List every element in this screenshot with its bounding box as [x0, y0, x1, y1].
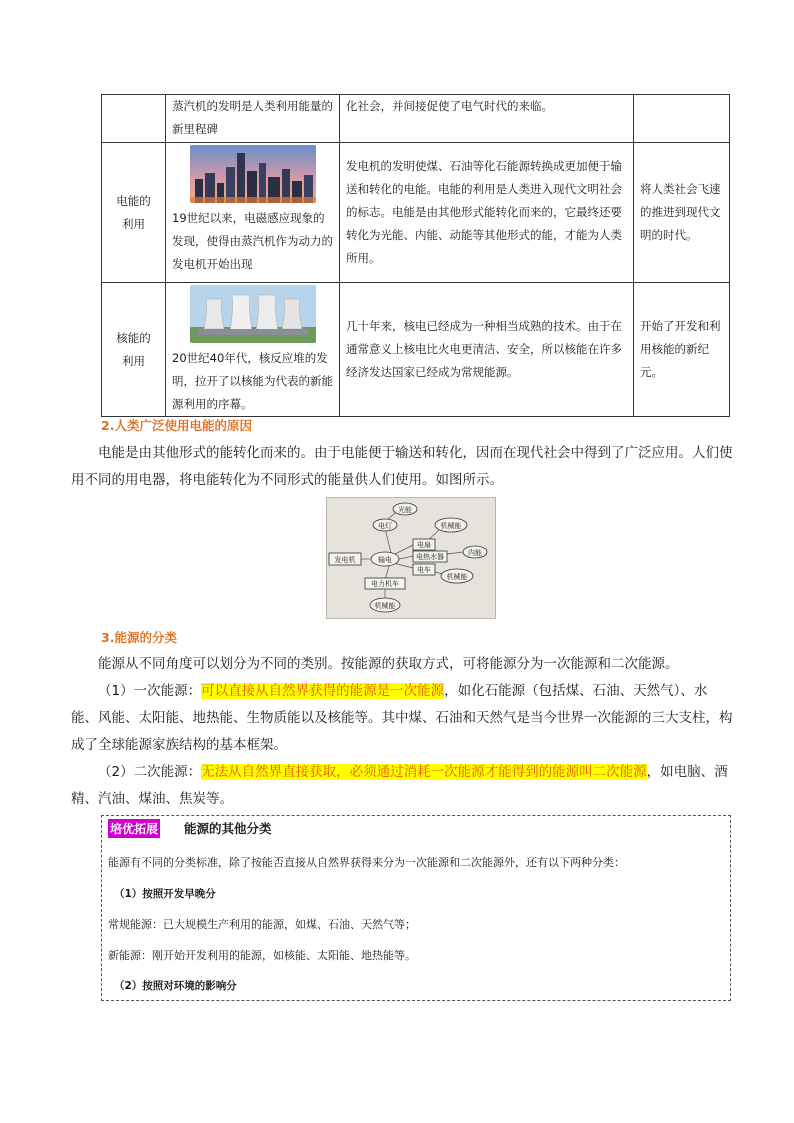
- row-label: [102, 143, 166, 283]
- paragraph: 电能是由其他形式的能转化而来的。由于电能便于输送和转化，因而在现代社会中得到了广泛应用。人们使用不同的用电器，将电能转化为不同形式的能量供人们使用。如图所示。: [71, 445, 733, 488]
- paragraph: 能源从不同角度可以划分为不同的类别。按能源的获取方式，可将能源分为一次能源和二次能源。: [98, 656, 679, 672]
- energy-conversion-diagram: [326, 497, 496, 619]
- diagram-label: 光能: [398, 506, 412, 514]
- table-row: [102, 95, 730, 143]
- section-heading: 3.能源的分类: [101, 630, 177, 645]
- diagram-label: 电车: [417, 566, 431, 574]
- highlight-text: 可以直接从自然界获得的能源是一次能源: [201, 683, 445, 699]
- diagram-label: 内能: [468, 549, 482, 557]
- extension-text: 常规能源：已大规模生产利用的能源，如煤、石油、天然气等；: [108, 918, 416, 931]
- table-cell: [166, 283, 340, 417]
- label-nuclear: 核能的利用: [116, 330, 151, 368]
- diagram-label: 电灯: [378, 522, 392, 530]
- table-cell: 开始了开发和利用核能的新纪元。: [634, 283, 730, 417]
- paragraph: [71, 759, 733, 813]
- extension-text: 能源有不同的分类标准，除了按能否直接从自然界获得来分为一次能源和二次能源外，还有以下两种分类：: [108, 856, 625, 869]
- table-cell: 化社会，并间接促使了电气时代的来临。: [340, 95, 634, 143]
- row-label: [102, 95, 166, 143]
- table-cell: 发电机的发明使煤、石油等化石能源转换成更加便于输送和转化的电能。电能的利用是人类进入现代文明社会的标志。电能是由其他形式能转化而来的，它最终还要转化为光能、内能、动能等其他形式的能，才能为人类所用。: [340, 143, 634, 283]
- diagram-label: 输电: [378, 556, 392, 564]
- section-heading: 2.人类广泛使用电能的原因: [101, 418, 252, 433]
- text-span: ，如化石能源（包括煤、石油、天然气）、水能、风能、太阳能、地热能、生物质能以及核能等。其中煤、石油和天然气是当今世界一次能源的三大支柱，构成了全球能源家族结构的基本框架。: [71, 683, 733, 753]
- table-cell: 几十年来，核电已经成为一种相当成熟的技术。由于在通常意义上核电比火电更清洁、安全，所以核能在许多经济发达国家已经成为常规能源。: [340, 283, 634, 417]
- table-cell: 将人类社会飞速的推进到现代文明的时代。: [634, 143, 730, 283]
- extension-text: 新能源：刚开始开发利用的能源，如核能、太阳能、地热能等。: [108, 949, 416, 962]
- table-cell: [166, 143, 340, 283]
- text-span: ，如电脑、酒精、汽油、煤油、焦炭等。: [71, 764, 728, 807]
- nuclear-plant-image: [190, 285, 316, 343]
- highlight-text: 无法从自然界直接获取，必须通过消耗一次能源才能得到的能源叫二次能源: [201, 764, 647, 780]
- table-cell: 蒸汽机的发明是人类利用能量的新里程碑: [166, 95, 340, 143]
- diagram-label: 机械能: [440, 522, 462, 530]
- table-row: [102, 143, 730, 283]
- extension-box: [101, 815, 731, 1001]
- table-cell: [634, 95, 730, 143]
- table-cell-text: 20世纪40年代，核反应堆的发明，拉开了以核能为代表的新能源利用的序幕。: [172, 351, 333, 411]
- text-span: （2）二次能源：: [98, 764, 202, 780]
- text-span: （1）一次能源：: [98, 683, 202, 699]
- extension-subheading: （1）按照开发早晚分: [114, 888, 216, 900]
- diagram-label: 机械能: [374, 602, 396, 610]
- diagram-label: 电热水器: [416, 553, 444, 561]
- diagram-label: 发电机: [334, 556, 356, 564]
- row-label: [102, 283, 166, 417]
- diagram-label: 电扇: [417, 541, 431, 549]
- diagram-svg: [327, 498, 495, 618]
- energy-history-table: [101, 94, 730, 417]
- table-cell-text: 19世纪以来，电磁感应现象的发现，使得由蒸汽机作为动力的发电机开始出现: [172, 211, 333, 271]
- paragraph: [71, 678, 733, 759]
- extension-tag: 培优拓展: [108, 819, 160, 838]
- extension-subheading: （2）按照对环境的影响分: [114, 980, 237, 992]
- label-electric: 电能的利用: [116, 193, 151, 231]
- diagram-label: 机械能: [446, 573, 468, 581]
- city-skyline-image: [190, 145, 316, 203]
- extension-title: 能源的其他分类: [184, 821, 272, 836]
- table-row: [102, 283, 730, 417]
- diagram-label: 电力机车: [371, 580, 399, 588]
